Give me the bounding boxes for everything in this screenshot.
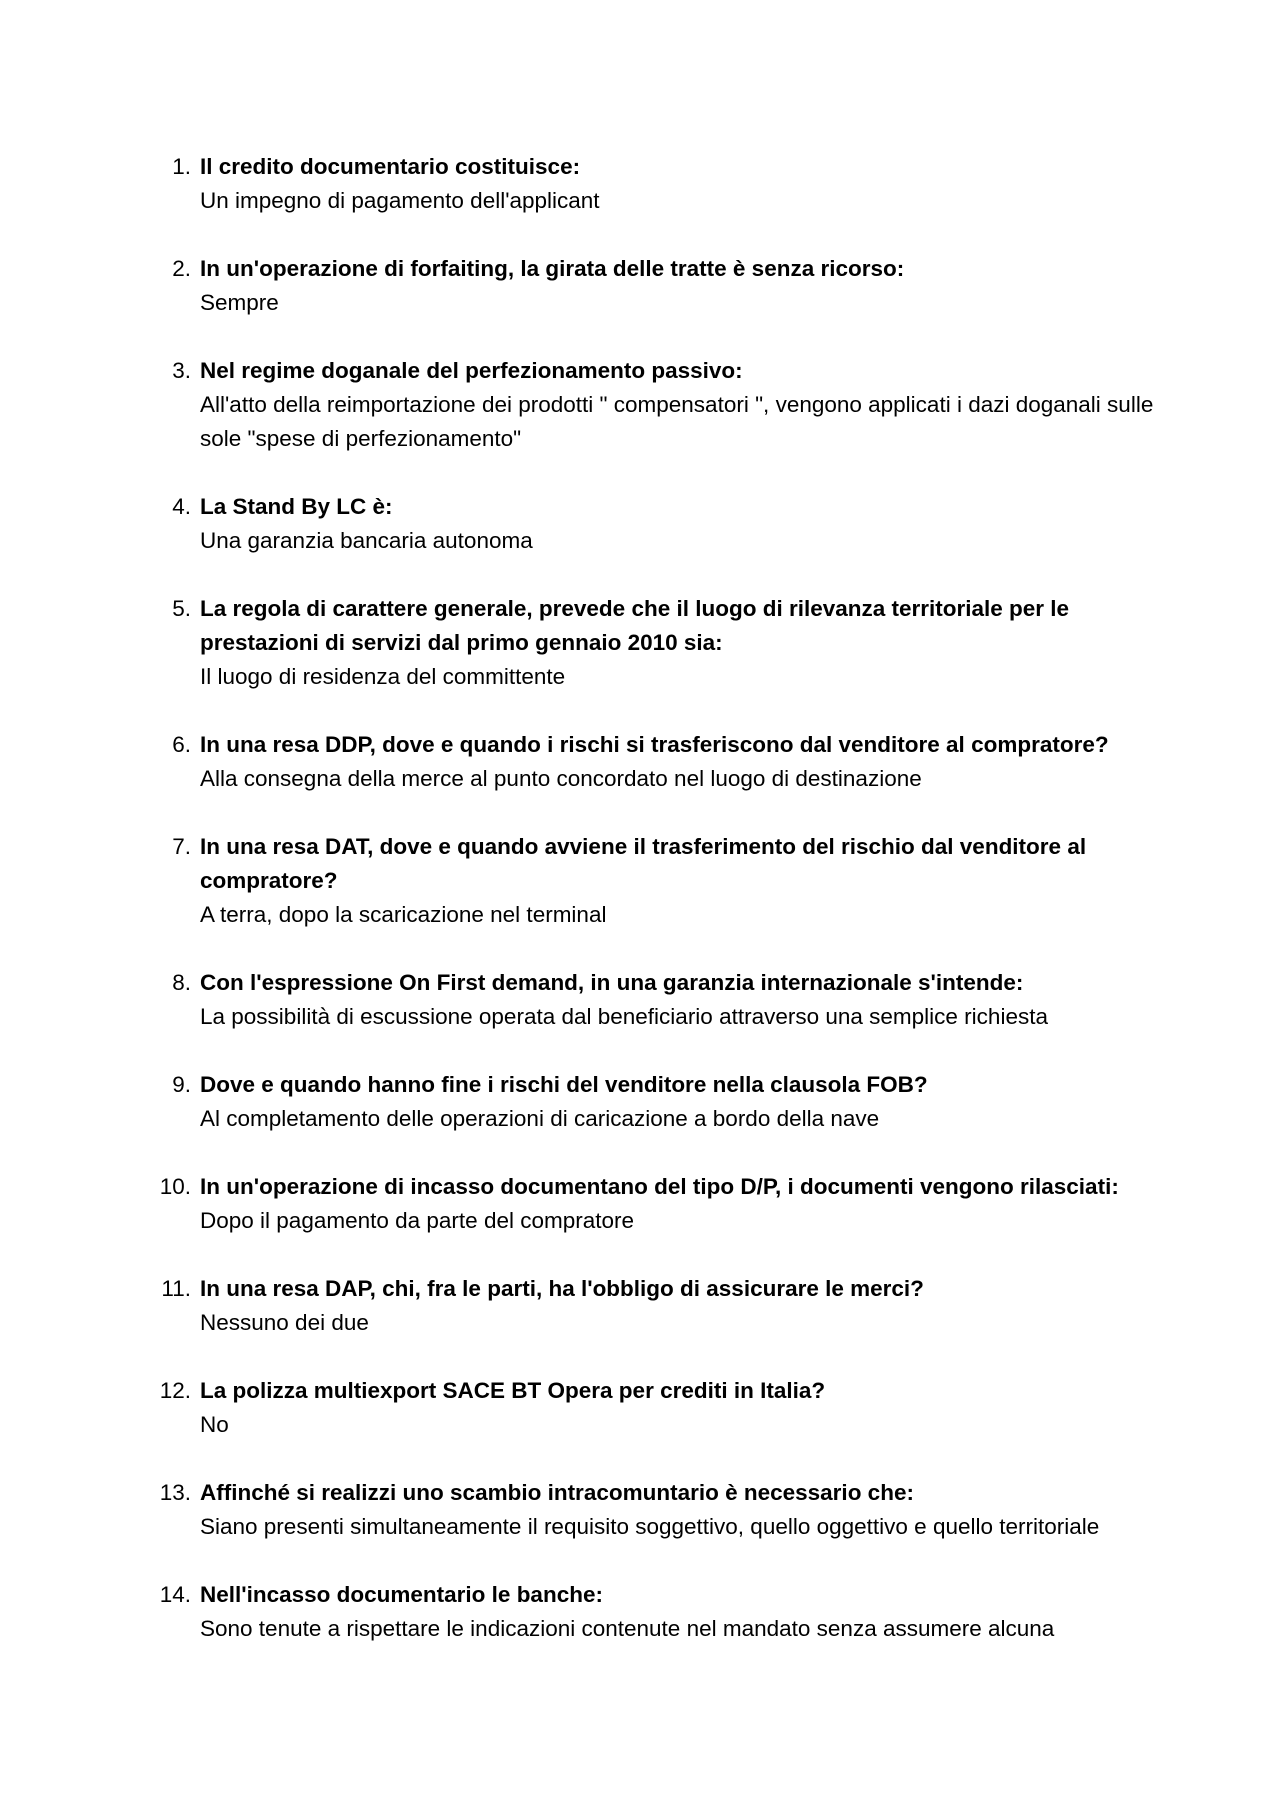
item-number: 5. (172, 596, 191, 621)
question-text: La regola di carattere generale, prevede che il luogo di rilevanza territoriale per le prestazioni di servizi dal primo gennaio 2010 sia: (200, 596, 1070, 655)
question-text: In un'operazione di incasso documentano del tipo D/P, i documenti vengono rilasciati: (200, 1174, 1119, 1199)
question-answer-list (155, 150, 1155, 1680)
question-text: Nel regime doganale del perfezionamento passivo: (200, 358, 743, 383)
question-text: In una resa DAP, chi, fra le parti, ha l'obbligo di assicurare le merci? (200, 1276, 924, 1301)
question-text: In una resa DDP, dove e quando i rischi si trasferiscono dal venditore al compratore? (200, 732, 1109, 757)
answer-text: Al completamento delle operazioni di caricazione a bordo della nave (200, 1106, 880, 1131)
answer-text: Dopo il pagamento da parte del compratore (200, 1208, 635, 1233)
answer-text: Siano presenti simultaneamente il requisito soggettivo, quello oggettivo e quello territoriale (200, 1514, 1100, 1539)
item-number: 4. (172, 494, 191, 519)
question-text: Con l'espressione On First demand, in una garanzia internazionale s'intende: (200, 970, 1024, 995)
answer-text: Alla consegna della merce al punto concordato nel luogo di destinazione (200, 766, 922, 791)
answer-text: A terra, dopo la scaricazione nel terminal (200, 902, 607, 927)
item-number: 9. (172, 1072, 191, 1097)
list-item (155, 966, 1155, 1034)
list-item (155, 1170, 1155, 1238)
list-item (155, 1374, 1155, 1442)
list-item (155, 830, 1155, 932)
list-item (155, 1068, 1155, 1136)
item-number: 10. (159, 1174, 191, 1199)
answer-text: Sono tenute a rispettare le indicazioni contenute nel mandato senza assumere alcuna (200, 1616, 1055, 1641)
question-text: In una resa DAT, dove e quando avviene il trasferimento del rischio dal venditore al compratore? (200, 834, 1087, 893)
answer-text: Sempre (200, 290, 279, 315)
question-text: Nell'incasso documentario le banche: (200, 1582, 603, 1607)
question-text: Dove e quando hanno fine i rischi del venditore nella clausola FOB? (200, 1072, 928, 1097)
list-item (155, 150, 1155, 218)
answer-text: Nessuno dei due (200, 1310, 369, 1335)
item-number: 12. (159, 1378, 191, 1403)
list-item (155, 252, 1155, 320)
item-number: 3. (172, 358, 191, 383)
item-number: 1. (172, 154, 191, 179)
item-number: 2. (172, 256, 191, 281)
answer-text: All'atto della reimportazione dei prodotti " compensatori ", vengono applicati i dazi doganali sulle sole "spese di perfezionamento" (200, 392, 1154, 451)
answer-text: Una garanzia bancaria autonoma (200, 528, 533, 553)
list-item (155, 1476, 1155, 1544)
question-text: La Stand By LC è: (200, 494, 393, 519)
question-text: La polizza multiexport SACE BT Opera per crediti in Italia? (200, 1378, 826, 1403)
list-item (155, 354, 1155, 456)
item-number: 14. (159, 1582, 191, 1607)
list-item (155, 490, 1155, 558)
answer-text: Il luogo di residenza del committente (200, 664, 566, 689)
list-item (155, 592, 1155, 694)
question-text: In un'operazione di forfaiting, la girata delle tratte è senza ricorso: (200, 256, 905, 281)
list-item (155, 1272, 1155, 1340)
question-text: Il credito documentario costituisce: (200, 154, 581, 179)
list-item (155, 1578, 1155, 1646)
item-number: 13. (159, 1480, 191, 1505)
question-text: Affinché si realizzi uno scambio intracomuntario è necessario che: (200, 1480, 914, 1505)
item-number: 8. (172, 970, 191, 995)
list-item (155, 728, 1155, 796)
item-number: 11. (161, 1276, 191, 1301)
answer-text: No (200, 1412, 229, 1437)
item-number: 6. (172, 732, 191, 757)
answer-text: La possibilità di escussione operata dal beneficiario attraverso una semplice richiesta (200, 1004, 1048, 1029)
answer-text: Un impegno di pagamento dell'applicant (200, 188, 600, 213)
item-number: 7. (172, 834, 191, 859)
